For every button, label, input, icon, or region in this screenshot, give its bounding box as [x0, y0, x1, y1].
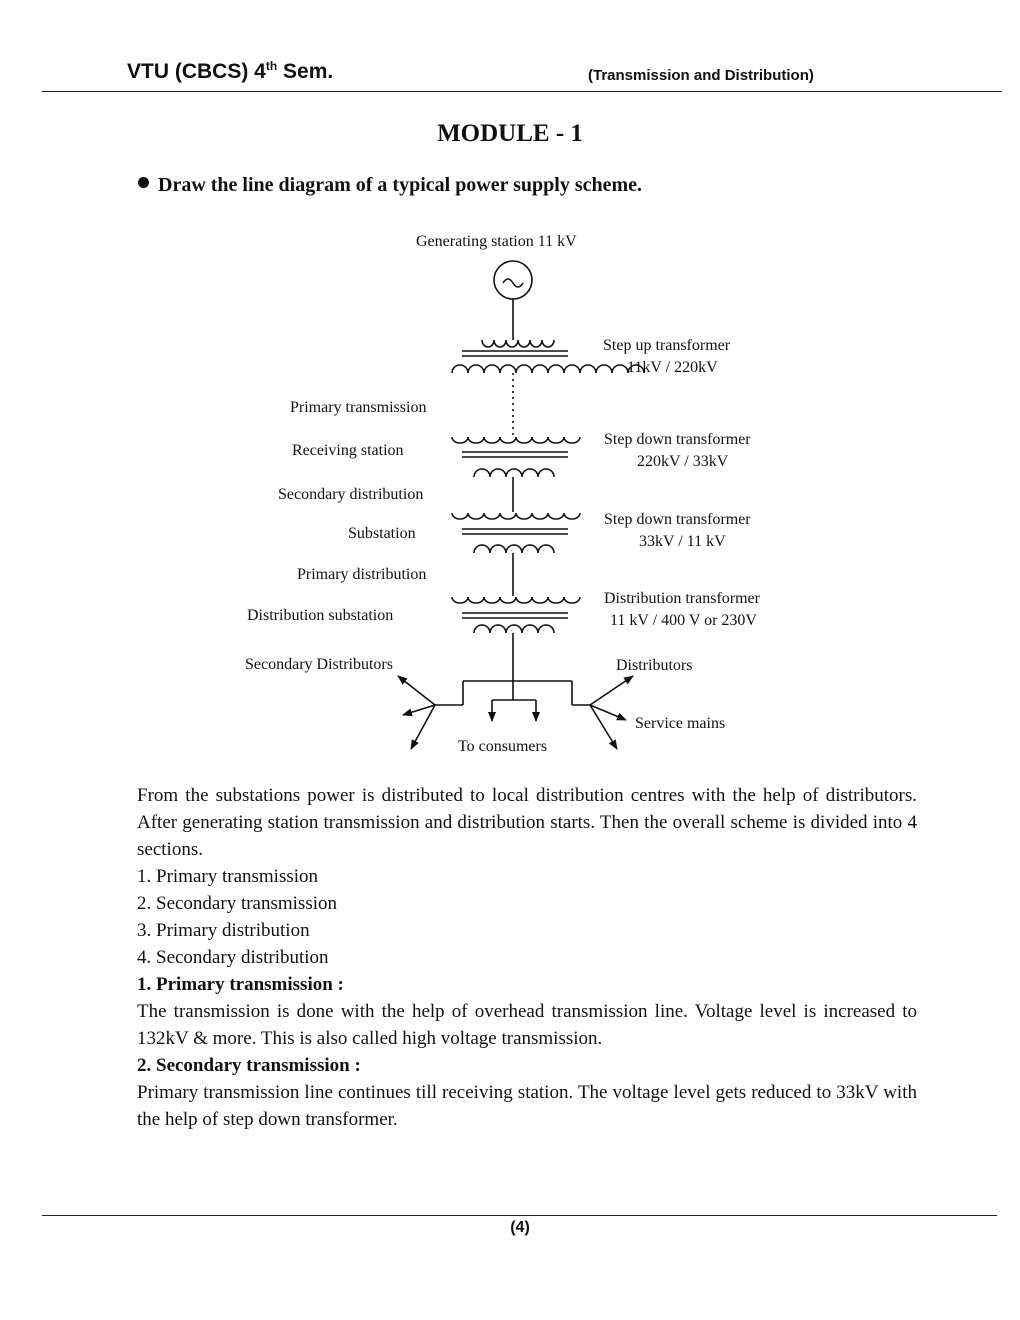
receiving-station-transformer-icon: [452, 437, 580, 477]
secondary-distributors-label: Secondary Distributors: [245, 656, 393, 673]
step-down-1-ratio-label: 220kV / 33kV: [637, 453, 729, 470]
secondary-distributor-arrows: [398, 676, 435, 749]
section-1-heading: [137, 971, 917, 998]
service-mains-label: Service mains: [635, 715, 726, 732]
distributor-network: [435, 681, 590, 705]
receiving-station-label: Receiving station: [292, 442, 404, 459]
list-item: 2. Secondary transmission: [137, 893, 338, 914]
distribution-substation-label: Distribution substation: [247, 607, 394, 624]
step-down-transformer-1-label: Step down transformer: [604, 431, 751, 448]
substation-transformer-icon: [452, 513, 580, 553]
distributors-label: Distributors: [616, 657, 693, 674]
substation-label: Substation: [348, 525, 416, 542]
distribution-transformer-label: Distribution transformer: [604, 590, 760, 607]
consumer-arrows: [492, 700, 536, 721]
section-1-heading-text: 1. Primary transmission :: [137, 974, 344, 995]
distribution-transformer-ratio-label: 11 kV / 400 V or 230V: [610, 612, 757, 629]
secondary-distribution-label: Secondary distribution: [278, 486, 424, 503]
header-course-text: VTU (CBCS) 4: [127, 60, 266, 83]
section-2-paragraph: Primary transmission line continues till receiving station. The voltage level gets reduced to 33kV with the help of step down transformer.: [137, 1082, 917, 1130]
step-down-2-ratio-label: 33kV / 11 kV: [639, 533, 726, 550]
header-subject: (Transmission and Distribution): [588, 67, 814, 84]
step-up-transformer-label: Step up transformer: [603, 337, 731, 354]
section-1-paragraph: The transmission is done with the help of overhead transmission line. Voltage level is increased to 132kV & more. This is also called high voltage transmission.: [137, 1001, 917, 1049]
page-number: (4): [510, 1219, 530, 1236]
header-course-suffix: Sem.: [277, 60, 334, 83]
footer-divider: [42, 1215, 997, 1216]
section-2-heading-text: 2. Secondary transmission :: [137, 1055, 361, 1076]
step-down-transformer-2-label: Step down transformer: [604, 511, 751, 528]
step-up-ratio-label: 11kV / 220kV: [627, 359, 718, 376]
intro-paragraph: From the substations power is distributed to local distribution centres with the help of distributors. After generating station transmission and distribution starts. Then the overall scheme is divided into 4 sections.: [137, 785, 917, 860]
section-2-heading: [137, 1052, 917, 1079]
primary-transmission-label: Primary transmission: [290, 399, 427, 416]
generator-icon: [494, 261, 532, 299]
list-item: 4. Secondary distribution: [137, 947, 329, 968]
list-item: 3. Primary distribution: [137, 920, 310, 941]
header-course-superscript: th: [265, 59, 278, 73]
module-title: MODULE - 1: [437, 120, 583, 147]
distributor-arrows: [590, 676, 633, 749]
generating-station-label: Generating station 11 kV: [416, 233, 577, 250]
question-text: Draw the line diagram of a typical power supply scheme.: [158, 174, 643, 196]
primary-distribution-label: Primary distribution: [297, 566, 427, 583]
distribution-transformer-icon: [452, 597, 580, 633]
list-item: 1. Primary transmission: [137, 866, 319, 887]
body-text: [137, 782, 917, 1133]
to-consumers-label: To consumers: [458, 738, 548, 755]
generator-sine-icon: [503, 279, 523, 287]
